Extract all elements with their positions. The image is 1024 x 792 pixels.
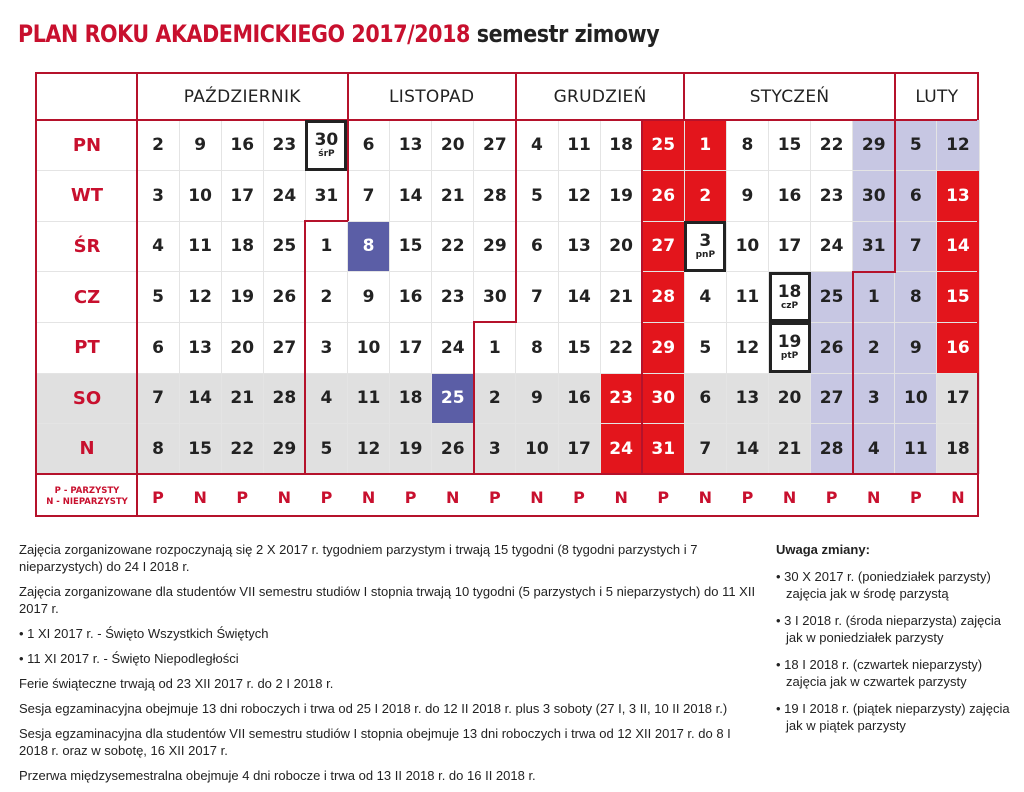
calendar-day: 17 (398, 337, 423, 358)
note: Zajęcia zorganizowane rozpoczynają się 2 X 2017 r. tygodniem parzystym i trwają 15 tygodni (8 tygodni parzystych i 7 nieparzystych) do 24 I 2018 r. (19, 542, 698, 574)
calendar-day: 20 (777, 388, 802, 409)
changes-heading: Uwaga zmiany: (776, 542, 870, 557)
calendar-day: 18 (230, 236, 255, 257)
legend-line: P - PARZYSTY (54, 486, 120, 497)
calendar-day: 11 (567, 135, 591, 156)
change-item: • 3 I 2018 r. (środa nieparzysta) zajęcia jak w poniedziałek parzysty (776, 613, 1001, 645)
calendar-day: 12 (188, 287, 212, 308)
calendar-day: 24 (609, 438, 633, 459)
calendar-day: 18 (609, 135, 633, 156)
calendar-day: 6 (362, 135, 375, 156)
week-parity: P (741, 487, 754, 507)
note: Ferie świąteczne trwają od 23 XII 2017 r. do 2 I 2018 r. (19, 676, 334, 691)
change-item: • 19 I 2018 r. (piątek nieparzysty) zajęcia jak w piątek parzysty (776, 701, 1010, 733)
calendar-day: 30 (861, 185, 886, 206)
calendar-day: 16 (777, 185, 802, 206)
calendar-day: 10 (904, 388, 928, 409)
calendar-day: 13 (735, 388, 760, 409)
calendar-day: 8 (152, 438, 164, 459)
calendar-day: 29 (651, 337, 676, 358)
day-name: WT (70, 185, 104, 207)
calendar-day: 15 (777, 135, 802, 156)
calendar-day (769, 272, 811, 323)
calendar-day: 6 (699, 388, 712, 409)
day-number: 3 (699, 230, 712, 251)
month-header: LUTY (915, 87, 959, 107)
week-parity: P (488, 487, 501, 507)
calendar-day: 16 (230, 135, 255, 156)
calendar-day: 7 (699, 438, 712, 459)
calendar-day: 1 (699, 135, 712, 156)
calendar-day (769, 322, 811, 373)
calendar-day: 27 (819, 388, 844, 409)
calendar-day: 29 (861, 135, 886, 156)
calendar-day: 12 (567, 185, 591, 206)
swap-note: czP (780, 300, 799, 311)
day-number: 18 (777, 281, 802, 302)
calendar-day: 27 (651, 236, 676, 257)
calendar-day: 19 (398, 438, 423, 459)
calendar-day: 4 (699, 287, 712, 308)
calendar-day: 10 (188, 185, 212, 206)
calendar-day: 3 (867, 388, 880, 409)
calendar-day: 29 (483, 236, 507, 257)
calendar-day: 26 (440, 438, 465, 459)
calendar-day: 4 (320, 388, 333, 409)
calendar-day: 12 (356, 438, 381, 459)
calendar-day: 4 (867, 438, 880, 459)
calendar-day: 14 (735, 438, 760, 459)
calendar-day: 27 (483, 135, 507, 156)
calendar-day: 21 (609, 287, 633, 308)
calendar-day: 5 (699, 337, 712, 358)
calendar-day: 21 (440, 185, 465, 206)
calendar-day: 28 (483, 185, 507, 206)
calendar-day: 2 (152, 135, 164, 156)
calendar-day: 9 (741, 185, 754, 206)
day-name: ŚR (73, 235, 101, 257)
week-parity: P (657, 487, 670, 507)
calendar-day: 15 (567, 337, 591, 358)
calendar-day: 6 (531, 236, 543, 257)
day-number: 19 (777, 332, 802, 353)
week-parity: P (573, 487, 585, 507)
calendar-day: 10 (735, 236, 760, 257)
calendar-day: 18 (946, 438, 970, 459)
calendar-day: 11 (735, 287, 760, 308)
calendar-day: 15 (188, 438, 212, 459)
week-parity: N (698, 487, 713, 507)
calendar-day: 9 (909, 337, 922, 358)
calendar-day: 26 (819, 337, 844, 358)
week-parity: N (867, 487, 881, 507)
calendar-day: 6 (152, 337, 164, 358)
calendar-day: 2 (488, 388, 501, 409)
calendar-day: 4 (152, 236, 164, 257)
week-parity: N (782, 487, 797, 507)
week-parity: N (614, 487, 628, 507)
day-name: SO (72, 387, 102, 409)
changes-section (776, 541, 1016, 744)
calendar-day: 9 (362, 287, 375, 308)
month-header: PAŹDZIERNIK (183, 87, 301, 107)
month-header: GRUDZIEŃ (553, 87, 647, 107)
title-sub: semestr zimowy (476, 20, 660, 48)
calendar-day: 31 (861, 236, 886, 257)
calendar-day: 5 (909, 135, 922, 156)
calendar-day: 2 (867, 337, 880, 358)
day-name: PN (72, 134, 102, 156)
calendar-day: 10 (525, 438, 549, 459)
calendar-day: 13 (567, 236, 591, 257)
note: Zajęcia zorganizowane dla studentów VII semestru studiów I stopnia trwają 10 tygodni (5 parzystych i 5 nieparzystych) do 11 XII 2017 r. (19, 584, 756, 616)
calendar-day: 23 (440, 287, 465, 308)
calendar-day: 25 (440, 388, 465, 409)
calendar-day: 6 (909, 185, 922, 206)
calendar-day: 11 (904, 438, 928, 459)
calendar-day: 9 (531, 388, 543, 409)
calendar-day: 31 (314, 185, 339, 206)
change-item: • 18 I 2018 r. (czwartek nieparzysty) zajęcia jak w czwartek parzysty (776, 657, 983, 689)
swap-note: śrP (318, 148, 335, 159)
calendar-day: 24 (440, 337, 465, 358)
calendar-day (684, 221, 726, 272)
calendar-day: 8 (531, 337, 543, 358)
calendar-day: 25 (819, 287, 844, 308)
note: Sesja egzaminacyjna dla studentów VII semestru studiów I stopnia obejmuje 13 dni roboczych i trwa od 12 XII 2017 r. do 8 I 2018 r. oraz w sobotę, 16 XII 2017 r. (19, 726, 731, 758)
title-main: PLAN ROKU AKADEMICKIEGO 2017/2018 (18, 20, 470, 48)
calendar-day: 15 (946, 287, 970, 308)
calendar-day: 25 (272, 236, 297, 257)
calendar-day: 22 (230, 438, 255, 459)
calendar-day: 22 (609, 337, 633, 358)
calendar-day: 3 (320, 337, 333, 358)
calendar-day: 31 (651, 438, 676, 459)
legend-line: N - NIEPARZYSTY (46, 497, 128, 508)
calendar-day: 9 (194, 135, 207, 156)
calendar-day: 3 (152, 185, 164, 206)
calendar-day: 17 (567, 438, 591, 459)
calendar-day: 16 (567, 388, 591, 409)
calendar-day: 19 (230, 287, 255, 308)
calendar-day: 14 (398, 185, 423, 206)
calendar-day: 7 (362, 185, 375, 206)
calendar-day: 13 (946, 185, 970, 206)
calendar-day: 20 (440, 135, 465, 156)
calendar-day: 11 (188, 236, 212, 257)
week-parity: P (152, 487, 164, 507)
calendar-day: 10 (356, 337, 381, 358)
calendar-day: 3 (488, 438, 501, 459)
calendar-day: 5 (531, 185, 543, 206)
calendar-day: 14 (946, 236, 970, 257)
calendar-day: 14 (567, 287, 591, 308)
calendar-day (305, 120, 347, 171)
month-header: LISTOPAD (389, 87, 475, 107)
calendar-day: 17 (230, 185, 255, 206)
calendar-day: 28 (651, 287, 676, 308)
week-parity: N (361, 487, 376, 507)
week-parity: N (193, 487, 207, 507)
calendar-day: 19 (609, 185, 633, 206)
calendar-day: 7 (531, 287, 543, 308)
calendar-day: 24 (272, 185, 297, 206)
calendar-day: 26 (272, 287, 297, 308)
calendar-day: 12 (735, 337, 760, 358)
calendar-day: 1 (488, 337, 501, 358)
calendar-day: 2 (699, 185, 712, 206)
week-parity: P (909, 487, 922, 507)
swap-note: ptP (780, 351, 799, 362)
calendar-day: 22 (440, 236, 465, 257)
calendar-day: 23 (609, 388, 633, 409)
calendar-day: 17 (777, 236, 802, 257)
calendar-day: 7 (152, 388, 164, 409)
note: Sesja egzaminacyjna obejmuje 13 dni roboczych i trwa od 25 I 2018 r. do 12 II 2018 r. plus 3 soboty (27 I, 3 II, 10 II 2018 r.) (19, 701, 728, 716)
day-name: CZ (73, 286, 101, 308)
parity-legend (37, 474, 137, 520)
calendar-day: 18 (398, 388, 423, 409)
calendar-day: 24 (819, 236, 844, 257)
calendar-day: 13 (188, 337, 212, 358)
calendar-day: 23 (272, 135, 297, 156)
calendar-day: 23 (819, 185, 844, 206)
week-parity: N (277, 487, 292, 507)
calendar-day: 8 (362, 236, 375, 257)
day-number: 30 (314, 129, 339, 150)
calendar-day: 30 (483, 287, 507, 308)
note: Przerwa międzysemestralna obejmuje 4 dni robocze i trwa od 13 II 2018 r. do 16 II 2018 r. (19, 768, 536, 783)
calendar-day: 5 (152, 287, 164, 308)
week-parity: P (825, 487, 838, 507)
week-parity: N (530, 487, 544, 507)
calendar-day: 16 (946, 337, 970, 358)
calendar-day: 15 (398, 236, 423, 257)
calendar-day: 2 (320, 287, 333, 308)
calendar-day: 1 (867, 287, 880, 308)
week-parity: P (404, 487, 417, 507)
calendar-day: 20 (230, 337, 255, 358)
calendar-day: 8 (909, 287, 922, 308)
calendar-day: 13 (398, 135, 423, 156)
week-parity: N (446, 487, 460, 507)
calendar-day: 1 (320, 236, 333, 257)
day-name: PT (74, 337, 100, 359)
calendar-day: 5 (320, 438, 333, 459)
calendar-day: 8 (741, 135, 754, 156)
calendar-day: 21 (777, 438, 802, 459)
calendar-day: 11 (356, 388, 381, 409)
note: • 1 XI 2017 r. - Święto Wszystkich Świętych (19, 626, 269, 641)
calendar-day: 25 (651, 135, 676, 156)
swap-note: pnP (695, 249, 716, 260)
calendar-day: 26 (651, 185, 676, 206)
calendar-day: 22 (819, 135, 844, 156)
week-parity: N (951, 487, 965, 507)
calendar-day: 21 (230, 388, 255, 409)
calendar-day: 16 (398, 287, 423, 308)
note: • 11 XI 2017 r. - Święto Niepodległości (19, 651, 239, 666)
notes-section (19, 541, 759, 792)
calendar-day: 27 (272, 337, 297, 358)
page-title (18, 20, 659, 48)
day-name: N (79, 438, 95, 460)
week-parity: P (320, 487, 333, 507)
calendar-day: 4 (531, 135, 543, 156)
month-header: STYCZEŃ (749, 87, 830, 107)
calendar-day: 7 (909, 236, 922, 257)
calendar-day: 28 (819, 438, 844, 459)
calendar-day: 20 (609, 236, 633, 257)
academic-calendar (35, 72, 979, 517)
calendar-day: 30 (651, 388, 676, 409)
calendar-day: 17 (946, 388, 970, 409)
calendar-day: 14 (188, 388, 212, 409)
calendar-day: 29 (272, 438, 297, 459)
calendar-day: 28 (272, 388, 297, 409)
calendar-day: 12 (946, 135, 970, 156)
change-item: • 30 X 2017 r. (poniedziałek parzysty) zajęcia jak w środę parzystą (776, 569, 991, 601)
week-parity: P (236, 487, 249, 507)
